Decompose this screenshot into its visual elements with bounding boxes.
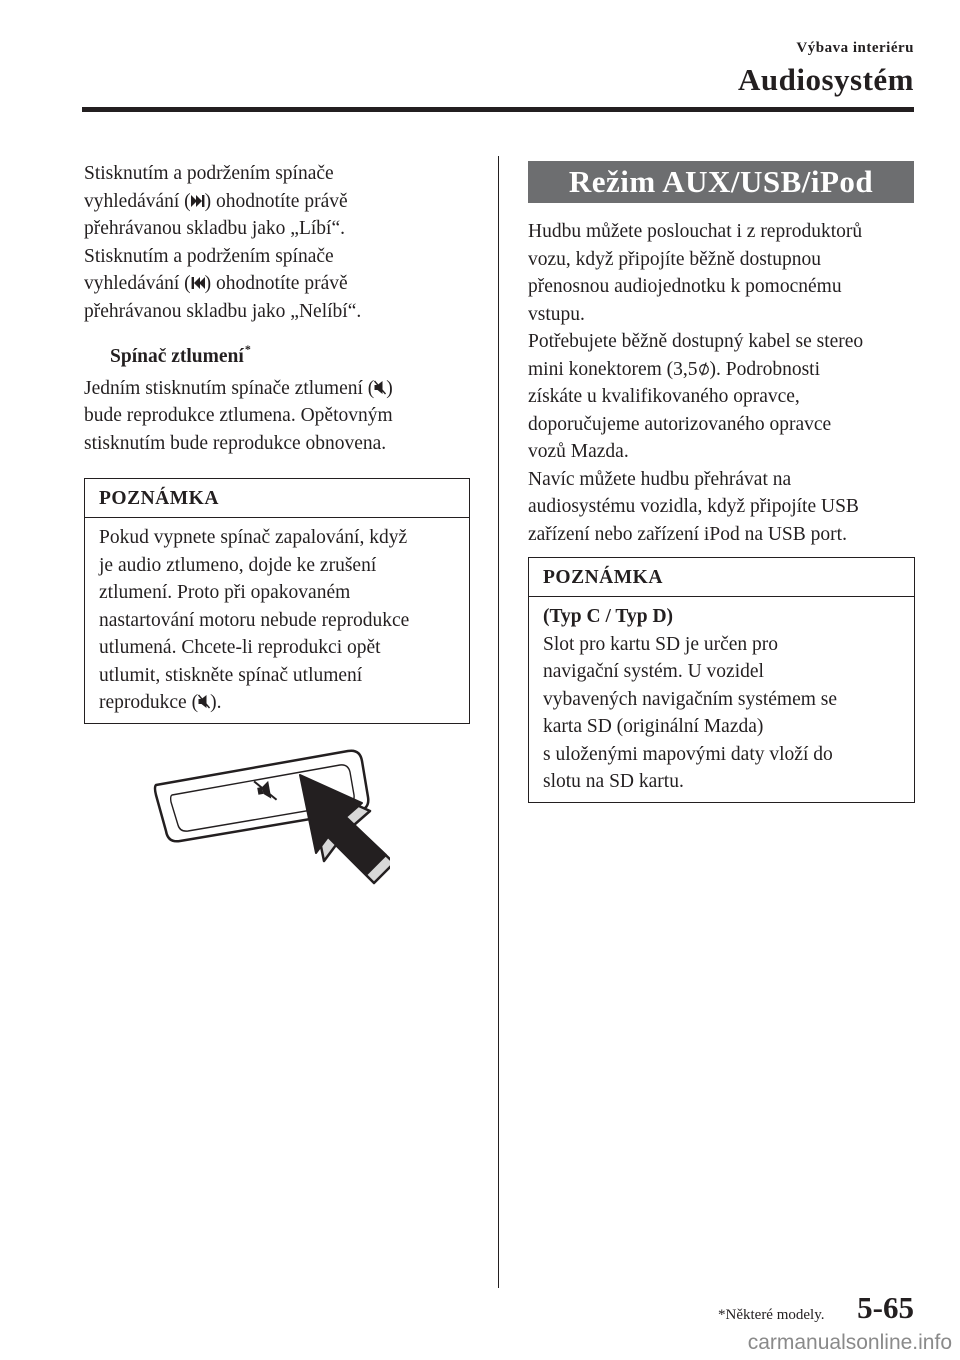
watermark-text: carmanualsonline.info (747, 1331, 952, 1354)
text-fragment: reprodukce ( (99, 692, 199, 713)
text-line: stisknutím bude reprodukce obnovena. (84, 432, 387, 454)
diameter-symbol-icon (698, 361, 710, 377)
text-line: vozů Mazda. (528, 441, 629, 462)
text-line (99, 689, 455, 717)
text-fragment: vyhledávání ( (84, 190, 191, 212)
text-fragment: Jedním stisknutím spínače ztlumení ( (84, 377, 375, 399)
text-line: zařízení nebo zařízení iPod na USB port. (528, 523, 847, 545)
text-fragment: ) (386, 377, 393, 399)
text-line: bude reprodukce ztlumena. Opětovným (84, 405, 393, 426)
seek-forward-icon (191, 194, 205, 208)
text-line: ztlumení. Proto při opakovaném (99, 582, 351, 603)
column-divider (498, 156, 499, 1288)
left-column (84, 160, 476, 457)
note-box-mute (84, 478, 470, 724)
text-fragment: ) ohodnotíte právě (204, 273, 348, 294)
text-line: doporučujeme autorizovaného opravce (528, 413, 832, 435)
text-line: Slot pro kartu SD je určen pro (543, 633, 779, 655)
page-number: 5-65 (857, 1290, 914, 1325)
text-line (528, 356, 916, 384)
text-line: vozu, když připojíte běžně dostupnou (528, 248, 821, 270)
text-line: je audio ztlumeno, dojde ke zrušení (99, 554, 377, 576)
text-line (84, 188, 476, 216)
text-line: vybavených navigačním systémem se (543, 688, 838, 710)
text-line: získáte u kvalifikovaného opravce, (528, 386, 800, 407)
text-line: Stisknutím a podržením spínače (84, 163, 334, 184)
text-fragment: mini konektorem (3,5 (528, 358, 698, 380)
text-line (84, 375, 476, 403)
mute-icon (374, 380, 386, 395)
text-line: vstupu. (528, 303, 585, 325)
text-line: přenosnou audiojednotku k pomocnému (528, 276, 842, 297)
note-body (85, 518, 469, 723)
text-line: Stisknutím a podržením spínače (84, 245, 334, 267)
text-line: Potřebujete běžně dostupný kabel se stereo (528, 331, 864, 352)
note-title: POZNÁMKA (529, 558, 914, 597)
section-label: Výbava interiéru (796, 40, 914, 56)
text-line: nastartování motoru nebude reprodukce (99, 609, 410, 631)
header-rule (82, 107, 914, 112)
mute-button-illustration (140, 745, 390, 895)
note-box-sd-card (528, 557, 915, 803)
text-line: s uloženými mapovými daty vloží do (543, 743, 833, 765)
text-line: karta SD (originální Mazda) (543, 716, 764, 737)
note-body (529, 597, 914, 802)
text-line: Hudbu můžete poslouchat i z reproduktorů (528, 221, 863, 242)
text-line (84, 270, 476, 298)
text-line: utlumená. Chcete-li reprodukci opět (99, 637, 381, 658)
mute-switch-heading (84, 336, 476, 367)
footnote: *Některé modely. (718, 1307, 825, 1323)
text-line: slotu na SD kartu. (543, 771, 684, 792)
heading-text: Spínač ztlumení (110, 346, 244, 367)
text-line: audiosystému vozidla, když připojíte USB (528, 496, 859, 517)
text-fragment: vyhledávání ( (84, 273, 191, 294)
text-fragment: ). (210, 692, 222, 713)
mute-icon (198, 694, 210, 709)
seek-back-icon (191, 276, 205, 290)
note-title: POZNÁMKA (85, 479, 469, 518)
text-line: Pokud vypnete spínač zapalování, když (99, 527, 408, 548)
note-model-line: (Typ C / Typ D) (543, 606, 674, 627)
text-fragment: ). Podrobnosti (709, 358, 821, 380)
footnote-mark: * (244, 342, 251, 356)
text-fragment: ) ohodnotíte právě (204, 190, 348, 212)
text-line: přehrávanou skladbu jako „Nelíbí“. (84, 300, 362, 322)
right-column (528, 218, 916, 548)
section-banner-aux-usb-ipod: Režim AUX/USB/iPod (528, 161, 914, 203)
text-line: Navíc můžete hudbu přehrávat na (528, 468, 792, 490)
text-line: navigační systém. U vozidel (543, 661, 764, 682)
text-line: přehrávanou skladbu jako „Líbí“. (84, 218, 345, 239)
text-line: utlumit, stiskněte spínač utlumení (99, 664, 363, 686)
page-title: Audiosystém (737, 62, 914, 97)
